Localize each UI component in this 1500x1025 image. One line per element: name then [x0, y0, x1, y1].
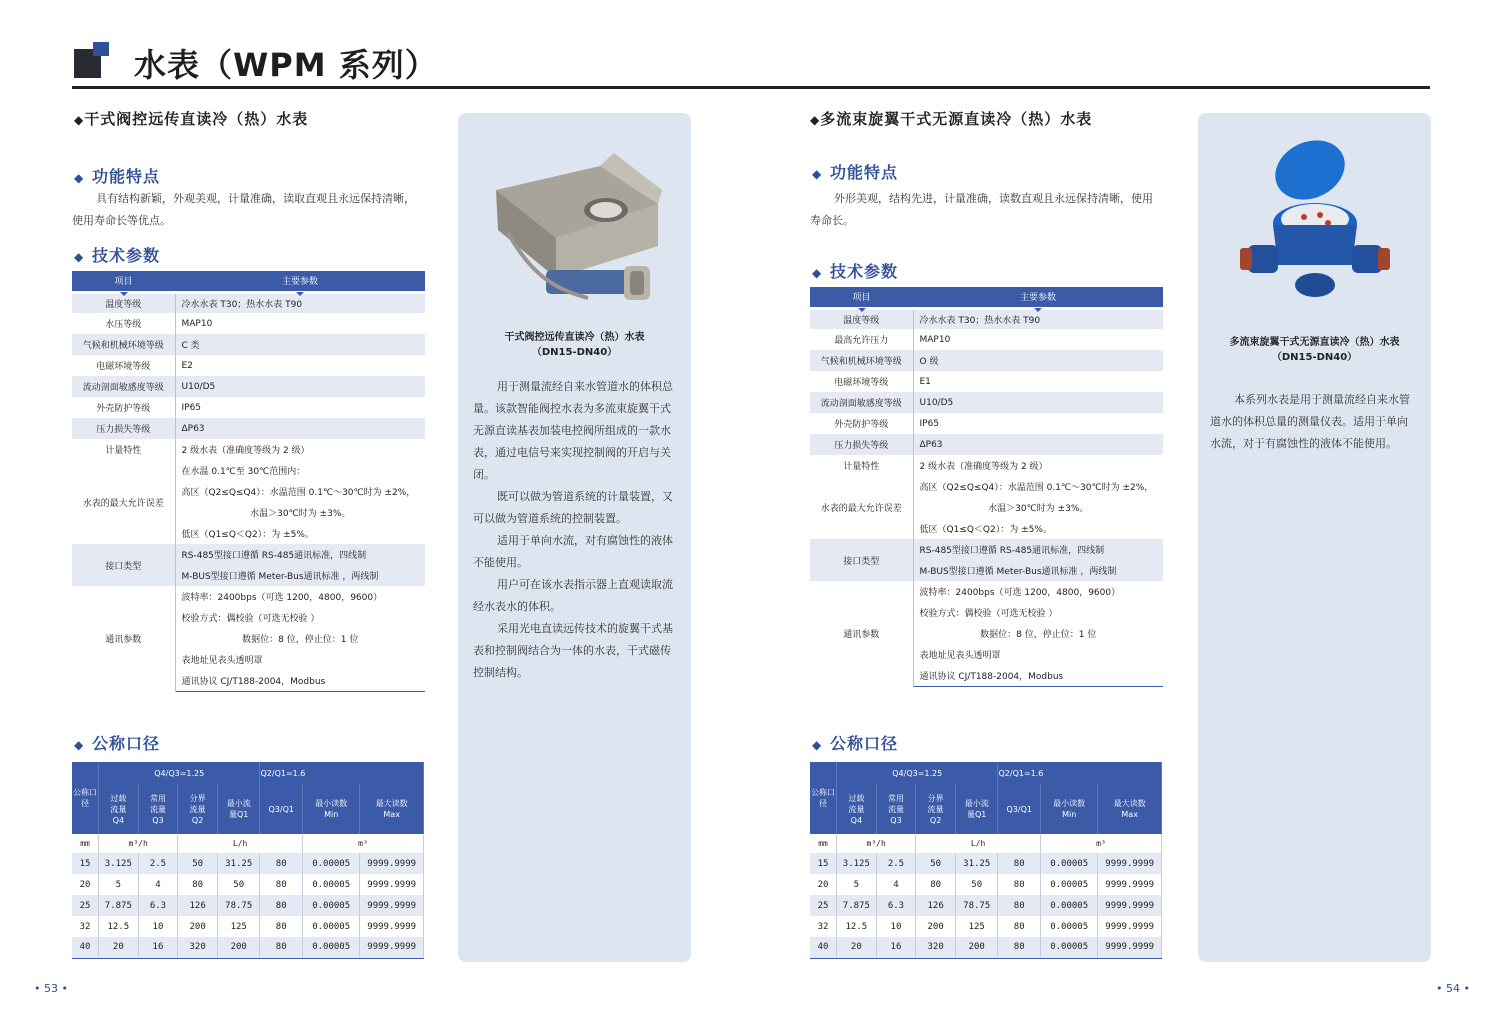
- spec-value: U10/D5: [175, 376, 425, 397]
- nominal-cell: 20: [72, 874, 99, 895]
- spec-value: MAP10: [919, 334, 951, 345]
- nominal-header-q3q1: Q3/Q1: [260, 784, 302, 834]
- table-row: [72, 916, 424, 937]
- spec-value: IP65: [181, 402, 202, 413]
- nominal-cell: 12.5: [99, 916, 139, 937]
- nominal-cell: 0.00005: [302, 916, 359, 937]
- nominal-cell: 9999.9999: [360, 916, 424, 937]
- table-row: [72, 853, 424, 874]
- description-line: 表，通过电信号来实现控制阀的开启与关: [473, 446, 671, 459]
- description-line: 不能使用。: [473, 556, 528, 569]
- description-line: 水流，对于有腐蚀性的液体不能使用。: [1210, 437, 1397, 450]
- spec-value: RS-485型接口遵循 RS-485通讯标准，四线制: [175, 544, 425, 565]
- description-line: 表和控制阀结合为一体的水表，干式磁传: [473, 644, 671, 657]
- spec-label: 水压等级: [72, 313, 175, 334]
- description-line: 用于测量流经自来水管道水的体积总: [497, 380, 673, 393]
- right-page-number: • 54 •: [1436, 982, 1470, 995]
- nominal-cell: 200: [955, 937, 998, 958]
- spec-label: 气候和机械环境等级: [810, 350, 913, 371]
- nominal-cell: 80: [260, 853, 302, 874]
- description-line: 道水的体积总量的测量仪表。适用于单向: [1210, 415, 1408, 428]
- nominal-cell: 4: [138, 874, 178, 895]
- nominal-cell: 9999.9999: [1098, 874, 1162, 895]
- nominal-cell: 9999.9999: [360, 937, 424, 958]
- spec-value: MAP10: [181, 318, 213, 329]
- nominal-cell: 78.75: [955, 895, 998, 916]
- nominal-cell: 16: [138, 937, 178, 958]
- spec-label: 气候和机械环境等级: [72, 334, 175, 355]
- left-product-panel: [458, 113, 691, 962]
- spec-header-item: 项目: [810, 287, 913, 308]
- nominal-ratio-2: Q2/Q1=1.6: [998, 762, 1162, 784]
- spec-row: [72, 439, 425, 460]
- spec-value: 高区（Q2≤Q≤Q4）：水温范围 0.1℃～30℃时为 ±2%，: [919, 483, 1154, 493]
- nominal-cell: 0.00005: [1040, 895, 1097, 916]
- spec-label: 温度等级: [72, 292, 175, 313]
- nominal-cell: 50: [217, 874, 260, 895]
- nominal-cell: 7.875: [99, 895, 139, 916]
- nominal-cell: 4: [876, 874, 916, 895]
- spec-label: 压力损失等级: [810, 434, 913, 455]
- nominal-cell: 9999.9999: [1098, 937, 1162, 958]
- spec-row: [810, 371, 1163, 392]
- nominal-cell: 126: [916, 895, 956, 916]
- spec-value: 波特率：2400bps（可选 1200，4800，9600）: [181, 593, 383, 603]
- nominal-header-max: 最大读数Max: [360, 784, 424, 834]
- spec-row: [72, 397, 425, 418]
- spec-row: [72, 376, 425, 397]
- spec-value: 波特率：2400bps（可选 1200，4800，9600）: [919, 588, 1121, 598]
- nominal-header-q4: 过载流量Q4: [99, 784, 139, 834]
- left-spec-heading: ◆ 技术参数: [74, 246, 161, 265]
- nominal-cell: 0.00005: [302, 853, 359, 874]
- spec-value: 表地址见表头透明罩: [181, 656, 263, 666]
- unit-m3h: m³/h: [837, 834, 916, 853]
- left-nominal-heading: ◆ 公称口径: [74, 734, 161, 753]
- nominal-cell: 32: [72, 916, 99, 937]
- right-features-text: 外形美观，结构先进，计量准确，读数直观且永远保持清晰，使用 寿命长。: [810, 192, 1153, 227]
- nominal-cell: 0.00005: [302, 937, 359, 958]
- description-line: 闭。: [473, 468, 495, 481]
- spec-label: 电磁环境等级: [72, 355, 175, 376]
- spec-label: 通讯参数: [810, 581, 913, 686]
- spec-row: [810, 413, 1163, 434]
- table-row: [72, 937, 424, 958]
- nominal-cell: 16: [876, 937, 916, 958]
- nominal-header-q3q1: Q3/Q1: [998, 784, 1040, 834]
- nominal-cell: 9999.9999: [1098, 895, 1162, 916]
- description-line: 采用光电直读远传技术的旋翼干式基: [497, 622, 673, 635]
- nominal-cell: 40: [810, 937, 837, 958]
- spec-label: 计量特性: [810, 455, 913, 476]
- spec-row: [72, 586, 425, 607]
- left-product-title: ◆干式阀控远传直读冷（热）水表: [74, 110, 309, 128]
- nominal-cell: 78.75: [217, 895, 260, 916]
- spec-value: 表地址见表头透明罩: [919, 651, 1001, 661]
- spec-label: 外壳防护等级: [810, 413, 913, 434]
- nominal-cell: 0.00005: [302, 874, 359, 895]
- spec-value: E1: [919, 376, 931, 387]
- spec-value: 冷水水表 T30；热水水表 T90: [913, 308, 1163, 329]
- nominal-cell: 9999.9999: [1098, 916, 1162, 937]
- spec-label: 压力损失等级: [72, 418, 175, 439]
- nominal-cell: 50: [178, 853, 218, 874]
- right-nominal-table: [810, 762, 1162, 959]
- unit-mm: mm: [810, 834, 837, 853]
- spec-header-item: 项目: [72, 271, 175, 292]
- nominal-cell: 80: [998, 937, 1040, 958]
- left-features-heading: ◆ 功能特点: [74, 167, 161, 186]
- nominal-cell: 0.00005: [302, 895, 359, 916]
- right-panel-description: [1210, 389, 1424, 455]
- nominal-header-min: 最小读数Min: [302, 784, 359, 834]
- spec-value: 校验方式：偶校验（可选无校验 ）: [181, 614, 320, 624]
- spec-value: O 级: [913, 350, 1163, 371]
- valve-water-meter-image: [488, 148, 668, 318]
- nominal-cell: 15: [72, 853, 99, 874]
- table-row: [72, 895, 424, 916]
- right-nominal-heading: ◆ 公称口径: [812, 734, 899, 753]
- right-spec-table: [810, 287, 1163, 687]
- nominal-cell: 0.00005: [1040, 853, 1097, 874]
- right-features-heading: ◆ 功能特点: [812, 163, 899, 182]
- nominal-header-max: 最大读数Max: [1098, 784, 1162, 834]
- nominal-cell: 10: [876, 916, 916, 937]
- left-nominal-table: [72, 762, 424, 959]
- spec-value: C 类: [175, 334, 425, 355]
- spec-value: ΔP63: [175, 418, 425, 439]
- nominal-cell: 12.5: [837, 916, 877, 937]
- description-line: 经水表水的体积。: [473, 600, 561, 613]
- unit-mm: mm: [72, 834, 99, 853]
- right-spec-heading: ◆ 技术参数: [812, 262, 899, 281]
- nominal-cell: 80: [260, 937, 302, 958]
- nominal-header-q3: 常用流量Q3: [138, 784, 178, 834]
- spec-value: E2: [181, 360, 193, 371]
- page-header: [72, 38, 1430, 90]
- unit-lh: L/h: [178, 834, 303, 853]
- spec-value: 2 级水表（准确度等级为 2 级）: [919, 462, 1048, 472]
- left-features-text: 具有结构新颖，外观美观，计量准确，读取直观且永远保持清晰， 使用寿命长等优点。: [72, 192, 415, 227]
- nominal-cell: 80: [178, 874, 218, 895]
- nominal-cell: 80: [998, 895, 1040, 916]
- spec-value: 低区（Q1≤Q＜Q2）：为 ±5%。: [181, 530, 314, 540]
- nominal-cell: 80: [260, 916, 302, 937]
- nominal-header-q2: 分界流量Q2: [178, 784, 218, 834]
- unit-m3h: m³/h: [99, 834, 178, 853]
- nominal-cell: 200: [217, 937, 260, 958]
- nominal-cell: 9999.9999: [1098, 853, 1162, 874]
- nominal-header-q1: 最小流量Q1: [955, 784, 998, 834]
- spec-row: [72, 355, 425, 376]
- spec-label: 接口类型: [72, 544, 175, 586]
- unit-m3: m³: [1040, 834, 1161, 853]
- nominal-cell: 80: [998, 853, 1040, 874]
- description-line: 适用于单向水流，对有腐蚀性的液体: [497, 534, 673, 547]
- spec-label: 最高允许压力: [810, 329, 913, 350]
- nominal-cell: 0.00005: [1040, 937, 1097, 958]
- spec-row: [810, 392, 1163, 413]
- spec-label: 流动剖面敏感度等级: [810, 392, 913, 413]
- nominal-cell: 9999.9999: [360, 895, 424, 916]
- spec-row: [810, 329, 1163, 350]
- page-title: 水表（WPM 系列）: [134, 46, 438, 84]
- spec-value: 冷水水表 T30；热水水表 T90: [175, 292, 425, 313]
- spec-value: 低区（Q1≤Q＜Q2）：为 ±5%。: [919, 525, 1052, 535]
- spec-row: [810, 476, 1163, 497]
- left-panel-description: [473, 376, 683, 684]
- nominal-cell: 320: [916, 937, 956, 958]
- spec-value: M-BUS型接口遵循 Meter-Bus通讯标准 ，两线制: [913, 560, 1163, 581]
- nominal-header-dn: 公称口径: [810, 762, 837, 834]
- spec-row: [72, 418, 425, 439]
- nominal-header-q3: 常用流量Q3: [876, 784, 916, 834]
- right-panel-caption: 多流束旋翼干式无源直读冷（热）水表 （DN15-DN40）: [1229, 337, 1400, 363]
- spec-label: 流动剖面敏感度等级: [72, 376, 175, 397]
- unit-m3: m³: [302, 834, 423, 853]
- nominal-header-q1: 最小流量Q1: [217, 784, 260, 834]
- nominal-cell: 2.5: [876, 853, 916, 874]
- table-row: [810, 937, 1162, 958]
- spec-value: 2 级水表（准确度等级为 2 级）: [181, 446, 310, 456]
- spec-header-main: 主要参数: [175, 271, 425, 292]
- description-line: 控制结构。: [473, 666, 528, 679]
- nominal-cell: 5: [837, 874, 877, 895]
- left-spec-table: [72, 271, 425, 692]
- table-row: [72, 874, 424, 895]
- spec-row: [810, 581, 1163, 602]
- spec-row: [72, 313, 425, 334]
- nominal-cell: 31.25: [955, 853, 998, 874]
- spec-row: [72, 334, 425, 355]
- spec-value: ΔP63: [913, 434, 1163, 455]
- nominal-cell: 80: [998, 916, 1040, 937]
- spec-label: 计量特性: [72, 439, 175, 460]
- nominal-cell: 50: [916, 853, 956, 874]
- nominal-cell: 20: [99, 937, 139, 958]
- nominal-cell: 50: [955, 874, 998, 895]
- rotary-water-meter-image: [1240, 135, 1390, 315]
- nominal-cell: 9999.9999: [360, 853, 424, 874]
- nominal-cell: 0.00005: [1040, 874, 1097, 895]
- spec-row: [72, 544, 425, 565]
- nominal-cell: 200: [916, 916, 956, 937]
- spec-value: 在水温 0.1℃至 30℃范围内：: [181, 467, 306, 477]
- nominal-cell: 6.3: [138, 895, 178, 916]
- nominal-cell: 25: [72, 895, 99, 916]
- left-page-number: • 53 •: [34, 982, 68, 995]
- spec-value: 水温＞30℃时为 ±3%。: [250, 509, 351, 519]
- nominal-cell: 80: [260, 874, 302, 895]
- description-line: 本系列水表是用于测量流经自来水管: [1234, 393, 1410, 406]
- spec-label: 水表的最大允许误差: [810, 476, 913, 539]
- spec-value: 数据位：8 位，停止位：1 位: [242, 635, 359, 645]
- description-line: 量。该款智能阀控水表为多流束旋翼干式: [473, 402, 671, 415]
- nominal-cell: 7.875: [837, 895, 877, 916]
- nominal-cell: 125: [217, 916, 260, 937]
- nominal-cell: 5: [99, 874, 139, 895]
- nominal-cell: 6.3: [876, 895, 916, 916]
- nominal-cell: 10: [138, 916, 178, 937]
- nominal-cell: 20: [837, 937, 877, 958]
- brand-squares-icon: [74, 42, 110, 78]
- nominal-header-dn: 公称口径: [72, 762, 99, 834]
- nominal-cell: 3.125: [99, 853, 139, 874]
- spec-row: [810, 434, 1163, 455]
- right-product-panel: [1198, 113, 1431, 962]
- spec-row: [810, 539, 1163, 560]
- description-line: 可以做为管道系统的控制装置。: [473, 512, 627, 525]
- spec-value: IP65: [919, 418, 940, 429]
- table-row: [810, 853, 1162, 874]
- spec-value: 高区（Q2≤Q≤Q4）：水温范围 0.1℃～30℃时为 ±2%，: [181, 488, 416, 498]
- header-rule: [72, 86, 1430, 89]
- table-row: [810, 916, 1162, 937]
- nominal-ratio-1: Q4/Q3=1.25: [837, 762, 998, 784]
- table-row: [810, 895, 1162, 916]
- nominal-cell: 80: [998, 874, 1040, 895]
- spec-value: RS-485型接口遵循 RS-485通讯标准，四线制: [913, 539, 1163, 560]
- spec-label: 外壳防护等级: [72, 397, 175, 418]
- unit-lh: L/h: [916, 834, 1041, 853]
- nominal-cell: 80: [260, 895, 302, 916]
- nominal-ratio-2: Q2/Q1=1.6: [260, 762, 424, 784]
- nominal-cell: 31.25: [217, 853, 260, 874]
- nominal-cell: 80: [916, 874, 956, 895]
- nominal-cell: 126: [178, 895, 218, 916]
- spec-label: 电磁环境等级: [810, 371, 913, 392]
- spec-value: 水温＞30℃时为 ±3%。: [988, 504, 1089, 514]
- spec-row: [810, 350, 1163, 371]
- left-panel-caption: 干式阀控远传直读冷（热）水表 （DN15-DN40）: [504, 332, 645, 358]
- spec-value: 数据位：8 位，停止位：1 位: [980, 630, 1097, 640]
- nominal-cell: 15: [810, 853, 837, 874]
- nominal-cell: 20: [810, 874, 837, 895]
- nominal-cell: 3.125: [837, 853, 877, 874]
- spec-row: [810, 455, 1163, 476]
- spec-value: 校验方式：偶校验（可选无校验 ）: [919, 609, 1058, 619]
- nominal-cell: 9999.9999: [360, 874, 424, 895]
- spec-value: 通讯协议 CJ/T188-2004，Modbus: [913, 665, 1163, 686]
- nominal-header-min: 最小读数Min: [1040, 784, 1097, 834]
- spec-label: 通讯参数: [72, 586, 175, 691]
- spec-label: 接口类型: [810, 539, 913, 581]
- spec-value: U10/D5: [913, 392, 1163, 413]
- spec-label: 水表的最大允许误差: [72, 460, 175, 544]
- nominal-cell: 25: [810, 895, 837, 916]
- nominal-cell: 125: [955, 916, 998, 937]
- description-line: 既可以做为管道系统的计量装置，又: [497, 490, 673, 503]
- nominal-cell: 32: [810, 916, 837, 937]
- description-line: 无源直读基表加装电控阀所组成的一款水: [473, 424, 671, 437]
- right-product-title: ◆多流束旋翼干式无源直读冷（热）水表: [810, 110, 1093, 128]
- nominal-cell: 320: [178, 937, 218, 958]
- table-row: [810, 874, 1162, 895]
- nominal-ratio-1: Q4/Q3=1.25: [99, 762, 260, 784]
- nominal-cell: 40: [72, 937, 99, 958]
- spec-row: [72, 460, 425, 481]
- spec-value: 通讯协议 CJ/T188-2004，Modbus: [175, 670, 425, 691]
- nominal-header-q4: 过载流量Q4: [837, 784, 877, 834]
- nominal-cell: 2.5: [138, 853, 178, 874]
- spec-label: 温度等级: [810, 308, 913, 329]
- spec-value: M-BUS型接口遵循 Meter-Bus通讯标准 ，两线制: [175, 565, 425, 586]
- spec-header-main: 主要参数: [913, 287, 1163, 308]
- nominal-cell: 200: [178, 916, 218, 937]
- description-line: 用户可在该水表指示器上直观读取流: [497, 578, 673, 591]
- nominal-header-q2: 分界流量Q2: [916, 784, 956, 834]
- nominal-cell: 0.00005: [1040, 916, 1097, 937]
